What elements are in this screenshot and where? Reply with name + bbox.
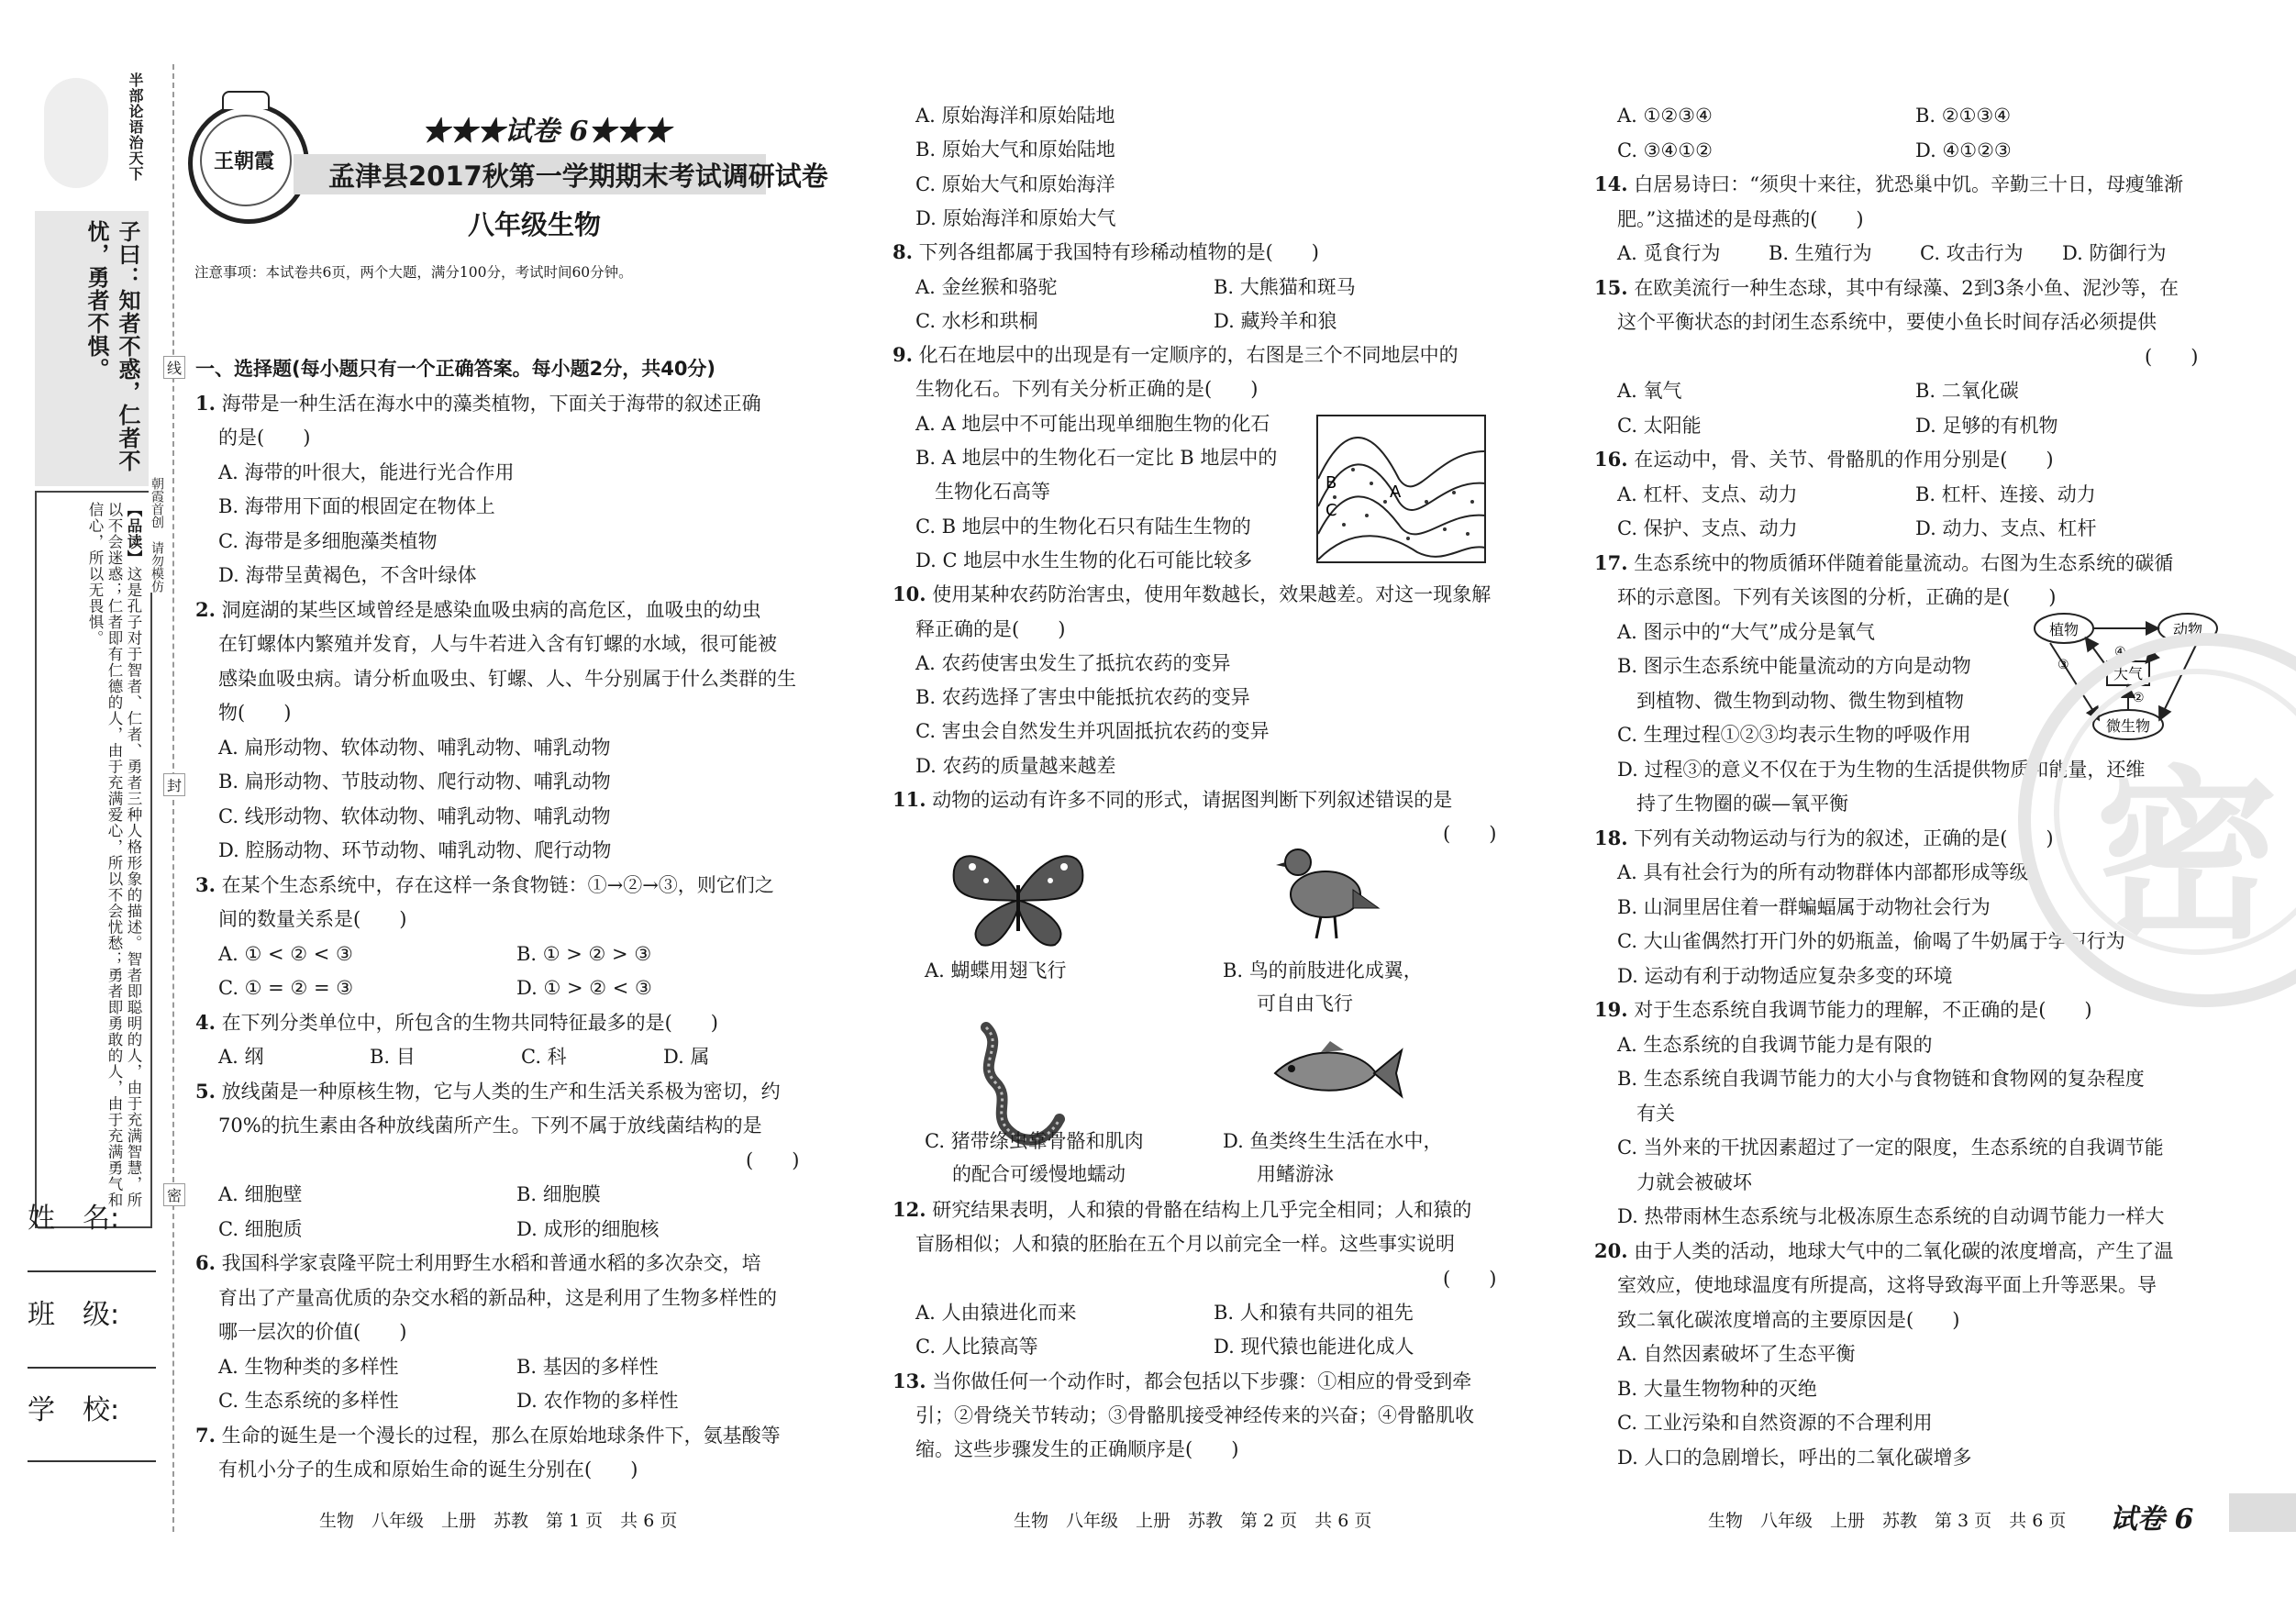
col1-option: D. 农作物的多样性 [516,1390,679,1412]
col1-line: 育出了产量高优质的杂交水稻的新品种，这是利用了生物多样性的 [218,1286,777,1309]
name-field[interactable] [28,1270,156,1272]
col2-option: C. 水杉和珙桐 [915,309,1038,332]
dash-mark-line: 线 [163,356,185,379]
col1-line: B. 海带用下面的根固定在物体上 [218,495,495,517]
col1-line: 7. 生命的诞生是一个漫长的过程，那么在原始地球条件下，氨基酸等 [195,1423,781,1447]
col2-option: A. 金丝猴和骆驼 [915,275,1058,298]
col3-option: C. 攻击行为 [1920,242,2024,264]
col2-line: 生物化石高等 [915,481,1050,504]
col1-option: A. 纲 [218,1046,264,1068]
col1-line: 有机小分子的生成和原始生命的诞生分别在( ) [218,1458,638,1481]
col2-line: C. 害虫会自然发生并巩固抵抗农药的变异 [915,720,1270,743]
quote-box [35,211,149,486]
col3-line: A. 图示中的“大气”成分是氧气 [1617,620,1875,643]
col3-line: D. 人口的急剧增长，呼出的二氧化碳增多 [1617,1446,1972,1469]
col1-option: B. 基因的多样性 [516,1355,659,1378]
col1-line: A. 海带的叶很大，能进行光合作用 [218,460,515,483]
col3-option: D. 防御行为 [2062,242,2167,264]
col3-line: D. 过程③的意义不仅在于为生物的生活提供物质和能量，还维 [1617,758,2146,781]
col3-line: C. 大山雀偶然打开门外的奶瓶盖，偷喝了牛奶属于学习行为 [1617,930,2125,952]
col2-line: D. 农药的质量越来越差 [915,754,1116,777]
col2-line: D. 原始海洋和原始大气 [915,206,1116,229]
col2-line: A. A 地层中不可能出现单细胞生物的化石 [915,412,1270,435]
col3-option: B. 二氧化碳 [1915,380,2019,402]
col3-option: B. ②①③④ [1915,105,2012,127]
col3-line: B. 生态系统自我调节能力的大小与食物链和食物网的复杂程度 [1617,1068,2145,1090]
butterfly-image [945,844,1092,949]
col3-line: A. 具有社会行为的所有动物群体内部都形成等级 [1617,861,2029,883]
banner-box [35,69,149,206]
exam-title: 孟津县2017秋第一学期期末考试调研试卷 [328,161,828,192]
col1-option: C. 科 [521,1046,567,1068]
col1-line: 70%的抗生素由各种放线菌所产生。下列不属于放线菌结构的是 [218,1115,762,1137]
col1-option: C. ① = ② = ③ [218,977,354,999]
label-animal: 动物 [2172,621,2203,638]
col3-option: C. 保护、支点、动力 [1617,517,1798,539]
col2-line: ( ) [1443,823,1497,846]
col2b-option: C. 人比猿高等 [915,1336,1038,1359]
col1-option: B. 目 [370,1046,416,1068]
school-label: 学 校: [28,1394,120,1426]
col2-line: B. 原始大气和原始陆地 [915,139,1115,161]
caption-d2: 用鳍游泳 [1257,1163,1334,1185]
fossil-strata-figure [1316,415,1486,563]
col3-line: 15. 在欧美流行一种生态球，其中有绿藻、2到3条小鱼、泥沙等，在 [1594,275,2179,299]
col2-line: D. C 地层中水生生物的化石可能比较多 [915,549,1253,571]
footer-page-2: 生物 八年级 上册 苏教 第 2 页 共 6 页 [1014,1511,1372,1531]
caption-c2: 的配合可缓慢地蠕动 [952,1163,1126,1185]
col3-line: ( ) [2145,345,2199,368]
col2-line: C. 原始大气和原始海洋 [915,172,1115,195]
col1-line: C. 线形动物、软体动物、哺乳动物、哺乳动物 [218,804,611,827]
col3-line: 19. 对于生态系统自我调节能力的理解，不正确的是( ) [1594,998,2092,1021]
col1-line: 6. 我国科学家袁隆平院士利用野生水稻和普通水稻的多次杂交，培 [195,1251,761,1274]
col2b-line: 盲肠相似；人和猿的胚胎在五个月以前完全一样。这些事实说明 [915,1233,1455,1256]
col3-line: 18. 下列有关动物运动与行为的叙述，正确的是( ) [1594,826,2054,849]
col2b-line: 12. 研究结果表明，人和猿的骨骼在结构上几乎完全相同；人和猿的 [893,1198,1472,1221]
label-plant: 植物 [2048,621,2080,638]
col3-line: D. 热带雨林生态系统与北极冻原生态系统的自动调节能力一样大 [1617,1205,2165,1227]
exam-subtitle: 八年级生物 [468,209,602,240]
col1-option: C. 生态系统的多样性 [218,1390,399,1412]
paper-number: ★★★试卷 6★★★ [422,116,671,148]
col1-line: 1. 海带是一种生活在海水中的藻类植物，下面关于海带的叙述正确 [195,391,761,415]
col3-option: D. ④①②③ [1915,139,2012,161]
col2b-option: A. 人由猿进化而来 [915,1301,1077,1324]
col1-line: 哪一层次的价值( ) [218,1321,407,1343]
copyright-notice: 朝霞首创 请勿模仿 [150,477,164,593]
col1-line: 3. 在某个生态系统中，存在这样一条食物链：①→②→③，则它们之 [195,872,774,896]
label-n4: ④ [2114,645,2126,660]
col3-line: A. 自然因素破坏了生态平衡 [1617,1343,1856,1365]
col3-line: B. 山洞里居住着一群蝙蝠属于动物社会行为 [1617,895,1991,918]
stratum-label-a: A [1390,482,1402,502]
figure-frame [1317,416,1485,562]
col1-line: D. 腔肠动物、环节动物、哺乳动物、爬行动物 [218,839,612,861]
col1-line: 4. 在下列分类单位中，所包含的生物共同特征最多的是( ) [195,1010,718,1034]
caption-d1: D. 鱼类终生生活在水中， [1223,1130,1443,1152]
col3-option: A. 氧气 [1617,380,1682,402]
col1-line: 间的数量关系是( ) [218,908,407,930]
col2-line: A. 原始海洋和原始陆地 [915,105,1115,127]
col1-option: A. ① < ② < ③ [218,942,353,965]
crown-icon [222,91,270,109]
logo-text: 王朝霞 [213,150,274,173]
col3-option: D. 动力、支点、杠杆 [1915,517,2097,539]
comment-box [35,491,152,1228]
comment-body: 这是孔子对于智者、仁者、勇者三种人格形象的描述。智者即聪明的人，由于充满智慧，所以不会迷惑；仁者即有仁德的人，由于充满爱心，所以不会忧愁；勇者即勇敢的人，由于充满勇气和信心，所以无畏惧。 [86,502,142,1208]
col3-line: D. 运动有利于动物适应复杂多变的环境 [1617,964,1953,987]
col1-option: A. 生物种类的多样性 [218,1355,399,1378]
dash-mark-secret: 密 [163,1183,185,1206]
col1-option: B. ① > ② > ③ [516,942,652,965]
label-air: 大气 [2113,665,2144,682]
col1-line: 物( ) [218,702,292,724]
col3-line: 有关 [1617,1102,1675,1125]
fish-image [1266,1041,1403,1105]
col3-line: A. 生态系统的自我调节能力是有限的 [1617,1033,1933,1056]
col3-line: 到植物、微生物到动物、微生物到植物 [1617,689,1964,712]
col1-line: 的是( ) [218,427,311,449]
col3-line: 20. 由于人类的活动，地球大气中的二氧化碳的浓度增高，产生了温 [1594,1238,2174,1262]
stratum-label-b: B [1325,473,1337,493]
stratum-label-c: C [1325,501,1337,520]
caption-b2: 可自由飞行 [1257,993,1353,1015]
col3-line: 室效应，使地球温度有所提高，这将导致海平面上升等恶果。导 [1617,1274,2157,1296]
col2-line: B. 农药选择了害虫中能抵抗农药的变异 [915,686,1250,709]
col3-line: B. 大量生物物种的灭绝 [1617,1377,1817,1400]
exam-notice: 注意事项：本试卷共6页，两个大题，满分100分，考试时间60分钟。 [194,264,633,281]
col3-line: 16. 在运动中，骨、关节、骨骼肌的作用分别是( ) [1594,448,2054,471]
seal-glyph: 密 [2095,749,2279,964]
col1-line: 感染血吸虫病。请分析血吸虫、钉螺、人、牛分别属于什么类群的生 [218,667,796,690]
name-label: 姓 名: [28,1203,120,1235]
col3-option: D. 足够的有机物 [1915,414,2058,437]
pigeon-image [1270,839,1381,945]
col3-option: C. 太阳能 [1617,414,1702,437]
corner-bar [2229,1493,2296,1532]
col1-option: D. ① > ② < ③ [516,977,652,999]
col1-line: D. 海带呈黄褐色，不含叶绿体 [218,564,477,586]
col2-line: C. B 地层中的生物化石只有陆生生物的 [915,515,1251,538]
col3-line: B. 图示生态系统中能量流动的方向是动物 [1617,655,1971,677]
col1-line: 在钉螺体内繁殖并发育，人与牛若进入含有钉螺的水域，很可能被 [218,633,777,655]
col2-line: B. A 地层中的生物化石一定比 B 地层中的 [915,447,1278,469]
label-n2: ② [2133,691,2145,705]
col3-option: A. 杠杆、支点、动力 [1617,482,1798,505]
col3-line: 14. 白居易诗曰：“须臾十来往，犹恐巢中饥。辛勤三十日，母瘦雏渐 [1594,172,2183,195]
col2b-option: D. 现代猿也能进化成人 [1214,1336,1414,1359]
col3-option: A. 觅食行为 [1617,242,1721,264]
col3-line: 环的示意图。下列有关该图的分析，正确的是( ) [1617,586,2057,608]
col1-line: 5. 放线菌是一种原核生物，它与人类的生产和生活关系极为密切，约 [195,1079,781,1103]
comment-text [85,502,143,1208]
school-field[interactable] [28,1460,156,1462]
col1-line: ( ) [746,1148,800,1171]
col2b-line: 引；②骨绕关节转动；③骨骼肌接受神经传来的兴奋；④骨骼肌收 [915,1403,1474,1426]
col3-option: B. 杠杆、连接、动力 [1915,482,2096,505]
col3-line: 致二氧化碳浓度增高的主要原因是( ) [1617,1308,1960,1331]
col1-line: A. 扁形动物、软体动物、哺乳动物、哺乳动物 [218,736,611,759]
footer-page-1: 生物 八年级 上册 苏教 第 1 页 共 6 页 [319,1511,678,1531]
vertical-banner: 半部论语治天下 [127,72,144,182]
class-field[interactable] [28,1367,156,1369]
col2-line: 生物化石。下列有关分析正确的是( ) [915,378,1259,401]
col2-line: 10. 使用某种农药防治害虫，使用年数越长，效果越差。对这一现象解 [893,582,1492,606]
col1-option: D. 成形的细胞核 [516,1217,660,1240]
left-strip [28,69,156,1208]
col3-line: C. 工业污染和自然资源的不合理利用 [1617,1412,1933,1434]
col1-option: C. 细胞质 [218,1217,303,1240]
comment-label: 【品读】 [125,502,142,566]
col1-line: B. 扁形动物、节肢动物、爬行动物、哺乳动物 [218,771,611,793]
col3-line: 17. 生态系统中的物质循环伴随着能量流动。右图为生态系统的碳循 [1594,550,2174,574]
dash-mark-seal: 封 [163,773,185,796]
col1-line: 一、选择题(每小题只有一个正确答案。每小题2分，共40分) [195,358,716,380]
col2-line: A. 农药使害虫发生了抵抗农药的变异 [915,651,1231,674]
label-n1: ① [2133,645,2145,660]
class-label: 班 级: [28,1299,120,1331]
caption-c1: C. 猪带绦虫靠骨骼和肌肉 [925,1130,1144,1152]
col2-line: 释正确的是( ) [915,617,1066,640]
col1-option: D. 属 [663,1046,710,1068]
footer-page-3: 生物 八年级 上册 苏教 第 3 页 共 6 页 [1708,1511,2067,1531]
label-n3: ③ [2058,658,2069,672]
caption-b1: B. 鸟的前肢进化成翼， [1223,959,1423,981]
col3-line: C. 生理过程①②③均表示生物的呼吸作用 [1617,724,1971,746]
col1-option: B. 细胞膜 [516,1183,601,1205]
col3-option: B. 生殖行为 [1769,242,1872,264]
confucius-quote: 子曰：知者不惑，仁者不忧，勇者不惧。 [83,220,140,472]
col2b-line: 13. 当你做任何一个动作时，都会包括以下步骤：①相应的骨受到牵 [893,1369,1472,1392]
col3-option: A. ①②③④ [1617,105,1713,127]
col1-option: A. 细胞壁 [218,1183,303,1205]
label-microbe: 微生物 [2105,717,2151,735]
col3-line: 这个平衡状态的封闭生态系统中，要使小鱼长时间存活必须提供 [1617,311,2157,333]
col1-line: 2. 洞庭湖的某些区域曾经是感染血吸虫病的高危区，血吸虫的幼虫 [195,597,761,621]
caption-a: A. 蝴蝶用翅飞行 [925,959,1067,981]
col2-option: B. 大熊猫和斑马 [1214,275,1356,298]
col2b-line: ( ) [1443,1267,1497,1290]
seal-line [172,64,174,1532]
col3-line: 肥。”这描述的是母燕的( ) [1617,207,1864,230]
col1-line: C. 海带是多细胞藻类植物 [218,529,438,552]
col2-option: D. 藏羚羊和狼 [1214,309,1337,332]
publisher-logo [188,103,309,224]
col2b-line: 缩。这些步骤发生的正确顺序是( ) [915,1438,1239,1461]
col2-line: 11. 动物的运动有许多不同的形式，请据图判断下列叙述错误的是 [893,788,1453,811]
col2b-option: B. 人和猿有共同的祖先 [1214,1301,1414,1324]
col2-line: 8. 下列各组都属于我国特有珍稀动植物的是( ) [893,240,1319,264]
corner-paper-label: 试卷 6 [2110,1503,2194,1536]
col2-line: 9. 化石在地层中的出现是有一定顺序的，右图是三个不同地层中的 [893,343,1459,367]
col3-line: C. 当外来的干扰因素超过了一定的限度，生态系统的自我调节能 [1617,1137,2164,1159]
child-reading-illustration [44,78,108,188]
col3-line: 持了生物圈的碳—氧平衡 [1617,793,1848,815]
col3-line: 力就会被破坏 [1617,1170,1752,1193]
col3-option: C. ③④①② [1617,139,1713,161]
